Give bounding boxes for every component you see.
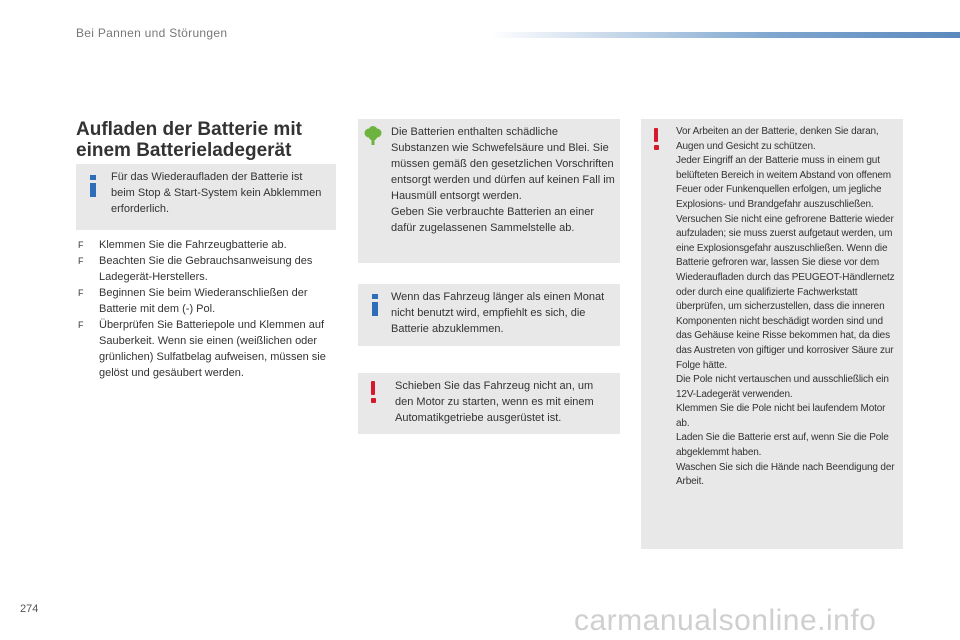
page-number: 274 [20, 603, 39, 615]
list-item: F Überprüfen Sie Batteriepole und Klemmen auf Sauberkeit. Wenn sie einen (weißlichen oder grünlichen) Sulfatbelag aufweisen, müssen sie gelöst und gesäubert werden. [78, 319, 326, 379]
bullet-icon: F [78, 256, 84, 266]
info-note2-text: Wenn das Fahrzeug länger als einen Monat nicht benutzt wird, empfiehlt es sich, die Batterie abzuklemmen. [391, 291, 605, 335]
watermark: carmanualsonline.info [574, 604, 877, 637]
warning-big-text-2: Jeder Eingriff an der Batterie muss in einem gut belüfteten Bereich in weitem Abstand von offenem Feuer oder Funkenquellen erfolgen, um jegliche Explosions- und Brandgefahr auszuschließen. [676, 155, 891, 210]
warning-big-box [641, 119, 903, 549]
warning-icon [653, 128, 659, 150]
warning-icon [370, 381, 376, 403]
eco-note-text-2: Geben Sie verbrauchte Batterien an einer dafür zugelassenen Sammelstelle ab. [391, 206, 595, 234]
eco-note-text-1: Die Batterien enthalten schädliche Substanzen wie Schwefelsäure und Blei. Sie müssen gemäß den gesetzlichen Vorschriften entsorgt werden und dürfen auf keinen Fall im Hausmüll entsorgt werden. [391, 126, 615, 202]
info-note-text: Für das Wiederaufladen der Batterie ist beim Stop & Start-System kein Abklemmen erforderlich. [111, 171, 322, 215]
warning-note-box [358, 373, 620, 434]
warning-big-text-5: Klemmen Sie die Pole nicht bei laufendem Motor ab. [676, 403, 886, 429]
bullet-icon: F [78, 240, 84, 250]
bullet-icon: F [78, 288, 84, 298]
page-title-line2: einem Batterieladegerät [76, 140, 292, 161]
warning-note-text: Schieben Sie das Fahrzeug nicht an, um den Motor zu starten, wenn es mit einem Automatikgetriebe ausgerüstet ist. [395, 380, 594, 424]
info-note-box [76, 164, 336, 230]
info-icon [90, 175, 96, 197]
eco-note-box [358, 119, 620, 263]
warning-big-text-3: Versuchen Sie nicht eine gefrorene Batterie wieder aufzuladen; sie muss zuerst aufgetaut werden, um eine Explosionsgefahr auszuschließen. Wenn die Batterie gefroren war, lassen Sie diese vor dem Wiederaufladen durch das PEUGEOT-Händlernetz oder durch eine qualifizierte Fachwerkstatt überprüfen, um sicherzustellen, dass die inneren Komponenten nicht beschädigt worden sind und das Gehäuse keine Risse bekommen hat, da dies das Austreten von giftiger und korrosiver Säure zur Folge hätte. [676, 213, 895, 371]
info-note-box-2 [358, 284, 620, 346]
list-item: F Klemmen Sie die Fahrzeugbatterie ab. [78, 239, 287, 251]
warning-big-text-1: Vor Arbeiten an der Batterie, denken Sie daran, Augen und Gesicht zu schützen. [676, 126, 879, 152]
page-title [76, 119, 346, 161]
bullet-icon: F [78, 320, 84, 330]
warning-big-text-6: Laden Sie die Batterie erst auf, wenn Sie die Pole abgeklemmt haben. [676, 432, 889, 459]
steps-list [76, 237, 338, 381]
header-accent-bar [490, 32, 960, 38]
list-item: F Beachten Sie die Gebrauchsanweisung des Ladegerät-Herstellers. [78, 255, 313, 283]
warning-big-text-4: Die Pole nicht vertauschen und ausschließlich ein 12V-Ladegerät verwenden. [676, 374, 889, 400]
recycle-tree-icon [364, 126, 382, 151]
info-icon [372, 294, 378, 316]
header-section-title: Bei Pannen und Störungen [76, 26, 228, 40]
list-item: F Beginnen Sie beim Wiederanschließen der Batterie mit dem (-) Pol. [78, 287, 308, 315]
page-title-line1: Aufladen der Batterie mit [76, 119, 302, 140]
warning-big-text-7: Waschen Sie sich die Hände nach Beendigung der Arbeit. [676, 461, 895, 488]
